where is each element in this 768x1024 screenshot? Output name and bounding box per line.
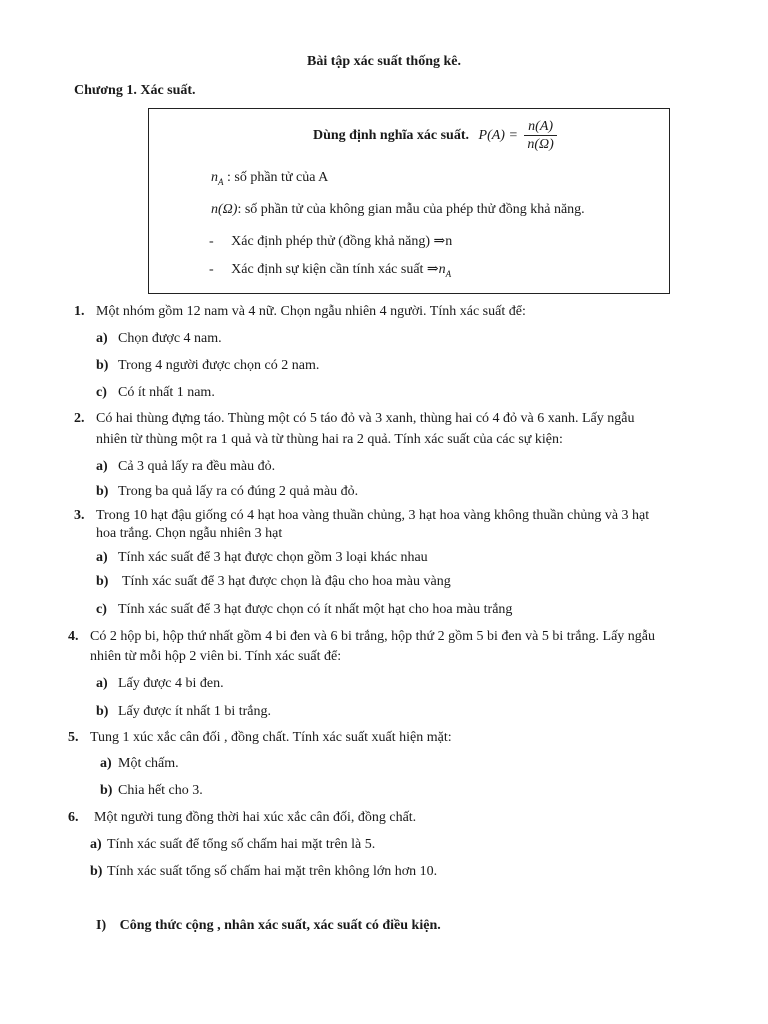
fraction-denominator: n(Ω) xyxy=(527,137,554,153)
problem-1c-label: c) xyxy=(96,385,107,400)
dash-bullet: - xyxy=(209,262,214,277)
problem-5a-text: Một chấm. xyxy=(118,756,179,771)
problem-2-text-line-2: nhiên từ thùng một ra 1 quả và từ thùng hai ra 2 quả. Tính xác suất của các sự kiện: xyxy=(96,432,563,447)
page-title: Bài tập xác suất thống kê. xyxy=(306,54,462,69)
problem-2b-text: Trong ba quả lấy ra có đúng 2 quả màu đỏ. xyxy=(118,484,359,499)
problem-4b-label: b) xyxy=(96,704,109,719)
problem-5-text: Tung 1 xúc xắc cân đối , đồng chất. Tính xác suất xuất hiện mặt: xyxy=(90,730,452,745)
problem-3-text-line-2: hoa trắng. Chọn ngẫu nhiên 3 hạt xyxy=(96,526,283,541)
step-2-symbol: n xyxy=(438,262,446,277)
step-1-text: Xác định phép thử (đồng khả năng) ⇒n xyxy=(231,234,453,249)
problem-6b-label: b) xyxy=(90,864,103,879)
problem-2b-label: b) xyxy=(96,484,109,499)
problem-3a-text: Tính xác suất để 3 hạt được chọn gồm 3 loại khác nhau xyxy=(118,550,428,565)
problem-5b-text: Chia hết cho 3. xyxy=(118,783,203,798)
problem-2a-label: a) xyxy=(96,459,108,474)
problem-3-text-line-1: Trong 10 hạt đậu giống có 4 hạt hoa vàng thuần chủng, 3 hạt hoa vàng không thuần chủng và 3 hạt xyxy=(96,508,650,523)
dash-bullet: - xyxy=(209,234,214,249)
problem-3c-label: c) xyxy=(96,602,107,617)
problem-5a-label: a) xyxy=(100,756,112,771)
problem-1c-text: Có ít nhất 1 nam. xyxy=(118,385,215,400)
problem-3-number: 3. xyxy=(74,508,85,523)
problem-5-number: 5. xyxy=(68,730,79,745)
problem-4b-text: Lấy được ít nhất 1 bi trắng. xyxy=(118,704,272,719)
fraction-numerator: n(A) xyxy=(524,118,556,136)
chapter-heading: Chương 1. Xác suất. xyxy=(74,83,196,98)
problem-4a-text: Lấy được 4 bi đen. xyxy=(118,676,224,691)
problem-2-number: 2. xyxy=(74,411,85,426)
box-heading-row xyxy=(313,117,557,155)
probability-fraction xyxy=(524,118,556,153)
na-subscript: A xyxy=(218,176,224,187)
na-text: số phần tử của A xyxy=(234,170,329,185)
problem-3b-label: b) xyxy=(96,574,109,589)
na-symbol: n xyxy=(211,170,218,185)
problem-1b-label: b) xyxy=(96,358,109,373)
nomega-symbol: n(Ω) xyxy=(211,202,238,217)
problem-1-number: 1. xyxy=(74,304,85,319)
step-1 xyxy=(209,233,452,251)
definition-box xyxy=(148,108,670,294)
box-heading: Dùng định nghĩa xác suất. xyxy=(313,128,470,143)
problem-6a-text: Tính xác suất để tổng số chấm hai mặt trên là 5. xyxy=(107,837,376,852)
problem-2-text-line-1: Có hai thùng đựng táo. Thùng một có 5 táo đỏ và 3 xanh, thùng hai có 4 đỏ và 6 xanh. Lấy ngẫu xyxy=(96,411,635,426)
problem-2a-text: Cả 3 quả lấy ra đều màu đỏ. xyxy=(118,459,276,474)
problem-4-text-line-2: nhiên từ mỗi hộp 2 viên bi. Tính xác suất để: xyxy=(90,649,342,664)
problem-4-number: 4. xyxy=(68,629,79,644)
problem-3a-label: a) xyxy=(96,550,108,565)
nomega-definition xyxy=(211,201,585,219)
problem-1a-text: Chọn được 4 nam. xyxy=(118,331,222,346)
section-heading xyxy=(96,917,441,935)
problem-1a-label: a) xyxy=(96,331,108,346)
problem-4-text-line-1: Có 2 hộp bi, hộp thứ nhất gồm 4 bi đen và 6 bi trắng, hộp thứ 2 gồm 5 bi đen và 5 bi trắng. Lấy ngẫu xyxy=(90,629,655,644)
na-definition: $n_A$ : số phần tử của A xyxy=(211,170,329,187)
step-2 xyxy=(209,261,451,283)
formula-lhs: P(A) = xyxy=(478,128,518,143)
problem-6-text: Một người tung đồng thời hai xúc xắc cân đối, đồng chất. xyxy=(94,810,417,825)
step-2-text: Xác định sự kiện cần tính xác suất ⇒ xyxy=(231,262,439,277)
problem-6b-text: Tính xác suất tổng số chấm hai mặt trên không lớn hơn 10. xyxy=(107,864,438,879)
section-number: I) xyxy=(96,918,107,933)
problem-1-text: Một nhóm gồm 12 nam và 4 nữ. Chọn ngẫu nhiên 4 người. Tính xác suất để: xyxy=(96,304,526,319)
problem-6-number: 6. xyxy=(68,810,79,825)
problem-5b-label: b) xyxy=(100,783,113,798)
section-title: Công thức cộng , nhân xác suất, xác suất có điều kiện. xyxy=(119,918,441,933)
problem-6a-label: a) xyxy=(90,837,102,852)
problem-3b-text: Tính xác suất để 3 hạt được chọn là đậu cho hoa màu vàng xyxy=(122,574,451,589)
step-2-subscript: A xyxy=(445,268,452,279)
problem-3c-text: Tính xác suất để 3 hạt được chọn có ít nhất một hạt cho hoa màu trắng xyxy=(118,602,513,617)
nomega-text: : số phần tử của không gian mẫu của phép thử đồng khả năng. xyxy=(237,202,585,217)
problem-1b-text: Trong 4 người được chọn có 2 nam. xyxy=(118,358,320,373)
problem-4a-label: a) xyxy=(96,676,108,691)
